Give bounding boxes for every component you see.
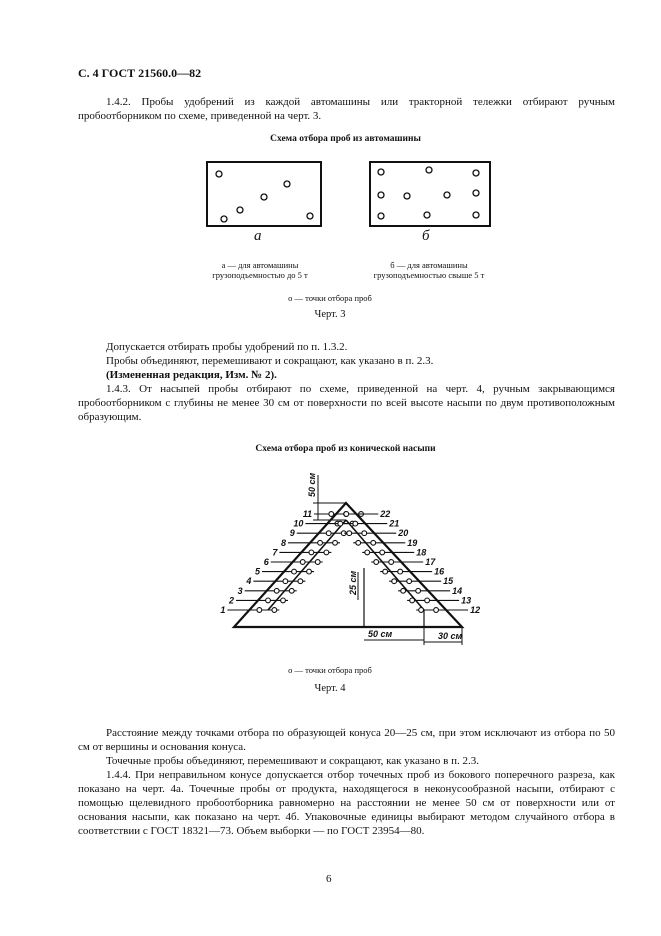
paragraph-allowed: Допускается отбирать пробы удобрений по п. 1.3.2.	[106, 341, 348, 353]
paragraph-1-4-4: 1.4.4. При неправильном конусе допускается отбор точечных проб из бокового поперечного разреза, как показано на черт. 4а. Точечные пробы от продукта, находящегося в неконусообразной насыпи, отбирают с помощью щелевидного пробоотборника равномерно на расстоянии не менее 50 см от поверхности или от основания насыпи, как показано на черт. 4б. Упаковочные единицы выбирают методом случайного отбора в соответствии с ГОСТ 18321—73. Объем выборки — по ГОСТ 23954—80.	[78, 769, 615, 837]
left-sample-point	[333, 540, 338, 545]
right-sample-point	[356, 540, 361, 545]
figure3-legend-b-1: б — для автомашины	[390, 260, 468, 270]
left-sample-point	[266, 598, 271, 603]
dim-top-label: 50 см	[307, 472, 317, 497]
figure3-points-legend: о — точки отбора проб	[288, 293, 372, 303]
left-point-number: 4	[246, 576, 252, 587]
dim-bottom-inner-label: 50 см	[368, 629, 393, 639]
left-sample-point	[281, 598, 286, 603]
left-point-number: 11	[302, 509, 313, 519]
right-sample-point	[380, 550, 385, 555]
left-point-number: 7	[272, 547, 278, 558]
right-point-number: 16	[434, 566, 445, 577]
right-point-number: 17	[425, 557, 436, 567]
right-sample-point	[410, 598, 415, 603]
left-sample-point	[326, 531, 331, 536]
right-sample-point	[392, 579, 397, 584]
right-sample-point	[419, 608, 424, 613]
paragraph-revision: (Измененная редакция, Изм. № 2).	[106, 369, 277, 381]
left-sampling-points	[220, 509, 366, 615]
figure4-points-legend: о — точки отбора проб	[288, 665, 372, 675]
figure3-label-b: б	[422, 228, 430, 244]
right-sample-point	[425, 598, 430, 603]
right-point-number: 14	[452, 585, 463, 596]
left-sample-point	[307, 569, 312, 574]
right-point-number: 21	[389, 518, 400, 529]
figure3-legend-a-1: а — для автомашины	[221, 260, 299, 270]
left-point-number: 3	[237, 585, 243, 596]
paragraph-1-4-3: 1.4.3. От насыпей пробы отбирают по схеме, приведенной на черт. 4, ручным закрывающимся пробоотборником с глубины не менее 30 см от поверхности по всей высоте насыпи по двум противоположным образующим.	[78, 383, 615, 423]
figure3-caption: Черт. 3	[314, 309, 346, 320]
figure3-legend-a-2: грузоподъемностью до 5 т	[212, 270, 308, 280]
right-sample-point	[383, 569, 388, 574]
left-sample-point	[257, 608, 262, 613]
left-sample-point	[315, 560, 320, 565]
left-sample-point	[318, 540, 323, 545]
right-sample-point	[329, 512, 334, 517]
left-sample-point	[300, 560, 305, 565]
right-point-number: 15	[443, 576, 454, 587]
sample-points-b	[378, 167, 479, 219]
right-point-number: 20	[398, 528, 409, 539]
figure4-title: Схема отбора проб из конической насыпи	[255, 444, 436, 454]
right-sample-point	[353, 521, 358, 526]
right-sample-point	[434, 608, 439, 613]
paragraph-1-4-2: 1.4.2. Пробы удобрений из каждой автомашины или тракторной тележки отбирают ручным пробоотборником по схеме, приведенной на черт. 3.	[78, 96, 615, 122]
figure3-title: Схема отбора проб из автомашины	[270, 134, 421, 144]
right-sample-point	[389, 560, 394, 565]
right-sample-point	[338, 521, 343, 526]
right-sample-point	[374, 560, 379, 565]
figure4-diagram	[168, 465, 488, 650]
figure3-label-a: а	[254, 228, 262, 244]
left-point-number: 1	[220, 605, 226, 615]
page-number: 6	[326, 873, 332, 885]
right-sample-point	[347, 531, 352, 536]
left-sample-point	[289, 588, 294, 593]
right-sample-point	[398, 569, 403, 574]
figure4-caption: Черт. 4	[314, 683, 346, 694]
left-point-number: 9	[289, 528, 295, 539]
paragraph-points: Точечные пробы объединяют, перемешивают и сокращают, как указано в п. 2.3.	[106, 755, 480, 767]
left-sample-point	[292, 569, 297, 574]
right-sample-point	[365, 550, 370, 555]
left-sample-point	[283, 579, 288, 584]
right-sample-point	[407, 579, 412, 584]
paragraph-combined: Пробы объединяют, перемешивают и сокращают, как указано в п. 2.3.	[106, 355, 434, 367]
left-sample-point	[309, 550, 314, 555]
right-point-number: 18	[416, 547, 427, 558]
figure3-diagram	[195, 155, 505, 245]
dim-bottom-outer-label: 30 см	[438, 631, 463, 641]
right-sample-point	[344, 512, 349, 517]
page-header: С. 4 ГОСТ 21560.0—82	[78, 66, 202, 80]
right-sample-point	[416, 588, 421, 593]
right-sample-point	[371, 540, 376, 545]
left-point-number: 6	[263, 557, 269, 567]
left-sample-point	[272, 608, 277, 613]
left-point-number: 5	[255, 566, 261, 577]
right-point-number: 13	[461, 595, 472, 606]
figure3-legend-b-2: грузоподъемностью свыше 5 т	[373, 270, 485, 280]
left-point-number: 8	[281, 537, 287, 548]
right-point-number: 12	[470, 605, 481, 615]
left-sample-point	[324, 550, 329, 555]
right-point-number: 19	[407, 537, 418, 548]
left-point-number: 10	[293, 518, 304, 529]
right-sample-point	[401, 588, 406, 593]
left-point-number: 2	[229, 595, 235, 606]
left-sample-point	[298, 579, 303, 584]
paragraph-distance: Расстояние между точками отбора по образующей конуса 20—25 см, при этом исключают из отбора по 50 см от вершины и основания конуса.	[78, 727, 615, 753]
sample-points-a	[216, 171, 313, 222]
right-point-number: 22	[380, 509, 391, 519]
right-sample-point	[362, 531, 367, 536]
dim-inner-vertical-label: 25 см	[348, 570, 358, 595]
left-sample-point	[274, 588, 279, 593]
